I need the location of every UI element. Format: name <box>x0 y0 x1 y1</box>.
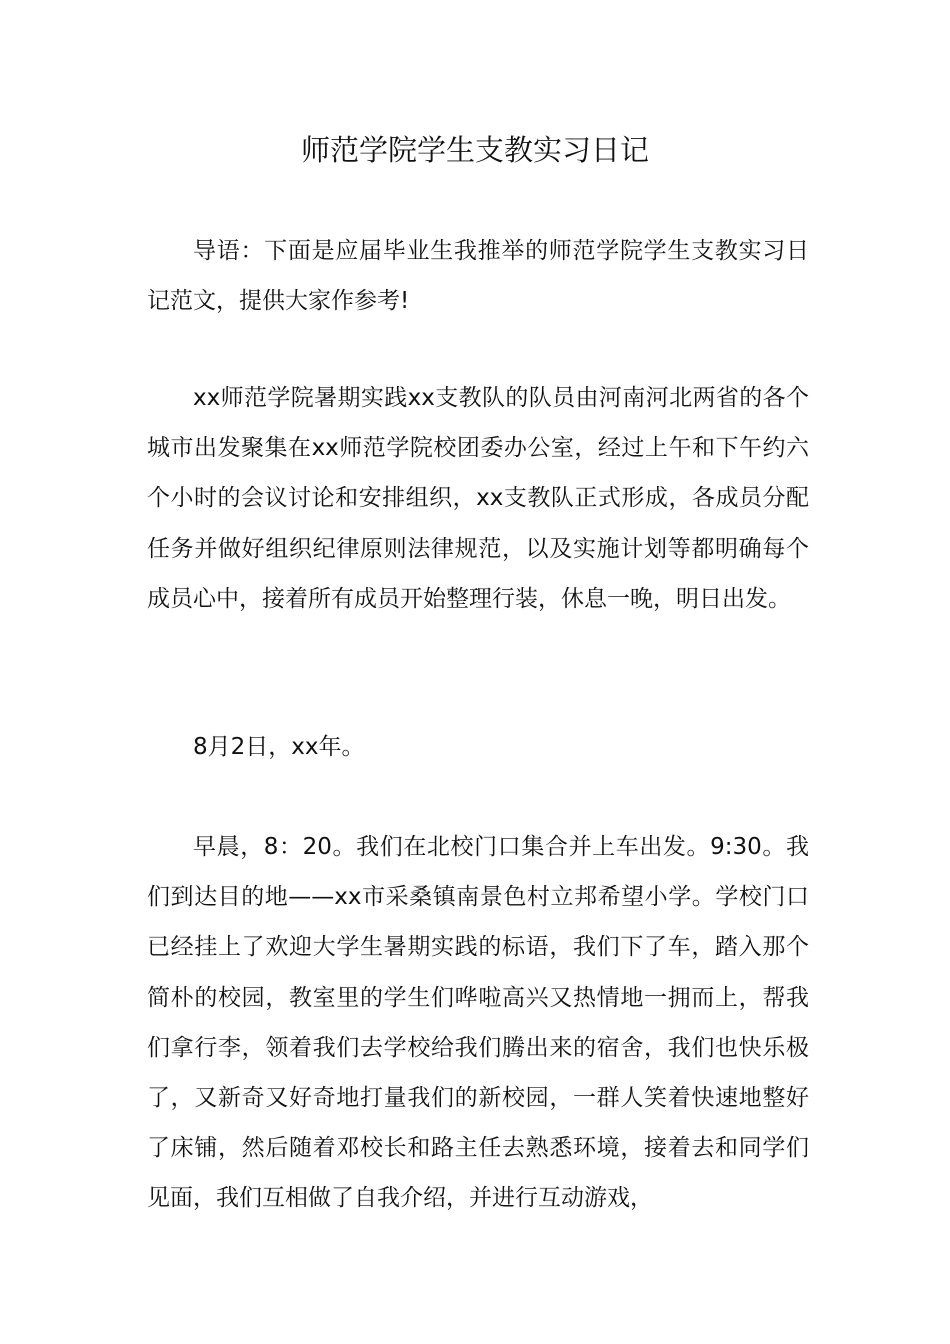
body-paragraph-morning: 早晨，8：20。我们在北校门口集合并上车出发。9:30。我们到达目的地——xx市采桑镇南景色村立邦希望小学。学校门口已经挂上了欢迎大学生暑期实践的标语，我们下了车，踏入那个简朴的校园，教室里的学生们哗啦高兴又热情地一拥而上，帮我们拿行李，领着我们去学校给我们腾出来的宿舍，我们也快乐极了，又新奇又好奇地打量我们的新校园，一群人笑着快速地整好了床铺，然后随着邓校长和路主任去熟悉环境，接着去和同学们见面，我们互相做了自我介绍，并进行互动游戏， <box>147 834 809 1212</box>
intro-paragraph: 导语：下面是应届毕业生我推举的师范学院学生支教实习日记范文，提供大家作参考! <box>147 238 809 315</box>
body-paragraph-team: xx师范学院暑期实践xx支教队的队员由河南河北两省的各个城市出发聚集在xx师范学院校团委办公室，经过上午和下午约六个小时的会议讨论和安排组织，xx支教队正式形成，各成员分配任务并做好组织纪律原则法律规范，以及实施计划等都明确每个成员心中，接着所有成员开始整理行装，休息一晚，明日出发。 <box>147 385 809 612</box>
date-paragraph: 8月2日，xx年。 <box>193 734 365 760</box>
document-title: 师范学院学生支教实习日记 <box>300 133 649 167</box>
